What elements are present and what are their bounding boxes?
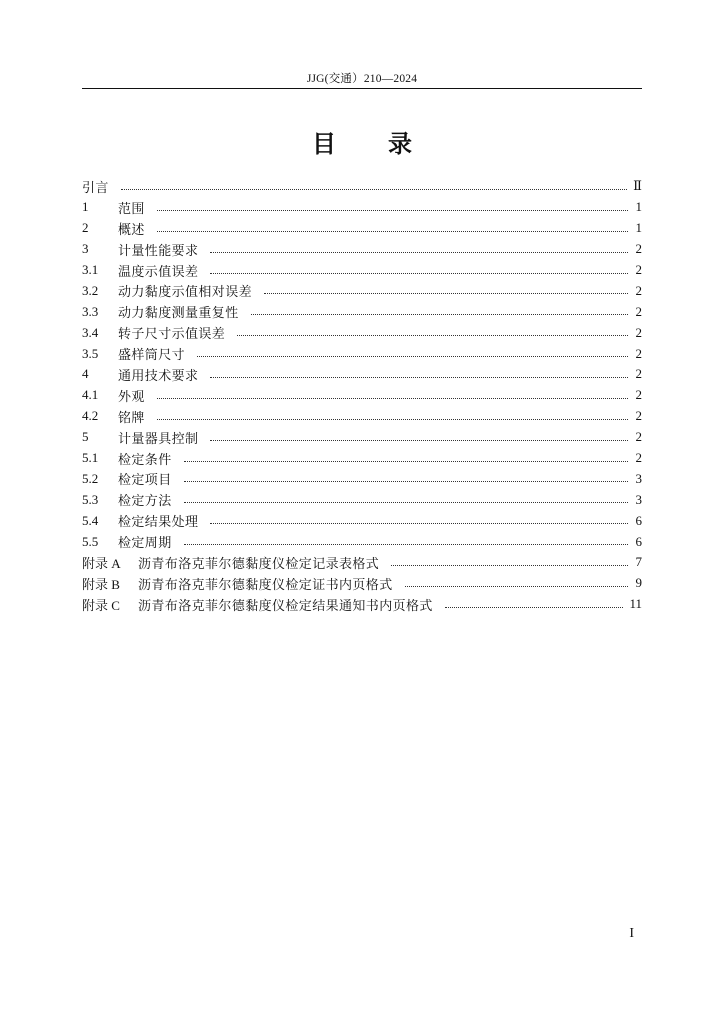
toc-entry-number: 附录 C	[82, 597, 120, 613]
toc-entry-label: 检定方法	[118, 494, 172, 510]
dot-leader	[157, 419, 628, 420]
toc-entry-5[interactable]	[82, 427, 642, 448]
toc-entry-4[interactable]	[82, 364, 642, 385]
toc-entry-page: 11	[629, 596, 642, 612]
dot-leader	[157, 210, 628, 211]
toc-entry-page: 3	[635, 491, 642, 507]
toc-entry-number: 5.5	[82, 533, 99, 549]
toc-entry-label: 引言	[82, 180, 109, 196]
toc-entry-label: 温度示值误差	[118, 264, 199, 280]
toc-entry-number: 附录 B	[82, 576, 120, 592]
dot-leader	[157, 231, 628, 232]
toc-entry-page: 2	[635, 262, 642, 277]
toc-entry-label: 外观	[118, 389, 145, 405]
toc-entry-5-3[interactable]	[82, 489, 642, 510]
toc-entry-number: 5	[82, 429, 89, 445]
dot-leader	[210, 440, 628, 441]
toc-entry-1[interactable]	[82, 197, 642, 218]
toc-entry-label: 盛样筒尺寸	[118, 348, 186, 364]
toc-entry-number: 5.4	[82, 512, 99, 528]
toc-entry-number: 3.4	[82, 324, 99, 340]
toc-entry-3-1[interactable]	[82, 260, 642, 281]
document-header-code: JJG(交通）210—2024	[306, 73, 418, 85]
toc-entry-5-4[interactable]	[82, 510, 642, 531]
toc-entry-2[interactable]	[82, 218, 642, 239]
toc-entry-5-1[interactable]	[82, 448, 642, 469]
toc-entry-appendix-b[interactable]	[82, 573, 642, 594]
dot-leader	[445, 607, 624, 608]
toc-entry-label: 检定条件	[118, 452, 172, 468]
toc-entry-foreword[interactable]	[82, 176, 642, 197]
toc-entry-appendix-a[interactable]	[82, 552, 642, 573]
toc-entry-number: 5.2	[82, 470, 99, 486]
toc-entry-label: 计量性能要求	[118, 243, 199, 259]
toc-entry-page: 3	[635, 470, 642, 486]
toc-entry-number: 4	[82, 366, 89, 382]
toc-entry-page: 9	[635, 575, 642, 591]
toc-entry-page: 6	[635, 533, 642, 549]
dot-leader	[210, 377, 628, 378]
toc-entry-4-1[interactable]	[82, 385, 642, 406]
toc-entry-page: 2	[635, 282, 642, 298]
toc-entry-5-2[interactable]	[82, 468, 642, 489]
dot-leader	[391, 565, 628, 566]
toc-entry-number: 3	[82, 241, 89, 257]
toc-entry-number: 5.1	[82, 450, 99, 466]
toc-entry-page: 2	[635, 450, 642, 466]
toc-entry-label: 转子尺寸示值误差	[118, 327, 226, 343]
table-of-contents	[82, 176, 642, 615]
toc-entry-3-3[interactable]	[82, 301, 642, 322]
dot-leader	[197, 356, 628, 357]
toc-entry-label: 动力黏度示值相对误差	[118, 285, 253, 301]
toc-title: 目录	[312, 129, 464, 158]
toc-entry-5-5[interactable]	[82, 531, 642, 552]
toc-entry-appendix-c[interactable]	[82, 594, 642, 615]
dot-leader	[237, 335, 628, 336]
toc-entry-page: 7	[635, 554, 642, 570]
toc-entry-3-5[interactable]	[82, 343, 642, 364]
toc-entry-label: 范围	[118, 201, 145, 217]
toc-entry-label: 计量器具控制	[118, 431, 199, 447]
toc-entry-page: 2	[635, 345, 642, 361]
dot-leader	[405, 586, 628, 587]
header-rule	[82, 88, 642, 89]
toc-entry-page: Ⅱ	[633, 178, 642, 194]
toc-entry-page: 1	[635, 220, 642, 236]
dot-leader	[210, 273, 628, 274]
dot-leader	[210, 523, 628, 524]
toc-entry-number: 3.2	[82, 282, 99, 298]
dot-leader	[184, 502, 628, 503]
toc-entry-page: 2	[635, 408, 642, 424]
toc-entry-4-2[interactable]	[82, 406, 642, 427]
dot-leader	[184, 461, 628, 462]
dot-leader	[184, 544, 628, 545]
toc-entry-page: 2	[635, 303, 642, 319]
toc-entry-page: 2	[635, 429, 642, 445]
dot-leader	[210, 252, 628, 253]
dot-leader	[251, 314, 628, 315]
toc-entry-number: 4.1	[82, 387, 99, 403]
toc-entry-number: 2	[82, 220, 89, 236]
toc-entry-3[interactable]	[82, 239, 642, 260]
toc-entry-label: 沥青布洛克菲尔德黏度仪检定记录表格式	[138, 556, 380, 572]
toc-entry-page: 2	[635, 366, 642, 382]
dot-leader	[157, 398, 628, 399]
toc-entry-3-4[interactable]	[82, 322, 642, 343]
toc-entry-number: 附录 A	[82, 555, 121, 571]
toc-entry-page: 2	[635, 324, 642, 340]
toc-entry-3-2[interactable]	[82, 280, 642, 301]
toc-entry-label: 铭牌	[118, 410, 145, 426]
toc-entry-label: 检定结果处理	[118, 515, 199, 531]
toc-entry-number: 4.2	[82, 408, 99, 424]
toc-entry-page: 6	[635, 512, 642, 528]
toc-entry-label: 沥青布洛克菲尔德黏度仪检定结果通知书内页格式	[138, 598, 433, 614]
toc-entry-number: 3.5	[82, 345, 99, 361]
toc-entry-label: 概述	[118, 222, 145, 238]
toc-entry-label: 检定周期	[118, 536, 172, 552]
toc-entry-label: 动力黏度测量重复性	[118, 306, 239, 322]
toc-entry-number: 3.1	[82, 262, 99, 277]
page-number: I	[629, 926, 634, 941]
toc-entry-number: 5.3	[82, 491, 99, 507]
toc-entry-page: 1	[635, 199, 642, 215]
toc-entry-label: 检定项目	[118, 473, 172, 489]
dot-leader	[264, 293, 628, 294]
dot-leader	[184, 481, 628, 482]
toc-entry-number: 1	[82, 199, 89, 215]
toc-entry-label: 通用技术要求	[118, 368, 199, 384]
dot-leader	[121, 189, 627, 190]
toc-entry-page: 2	[635, 241, 642, 257]
toc-entry-number: 3.3	[82, 303, 99, 319]
toc-entry-page: 2	[635, 387, 642, 403]
toc-entry-label: 沥青布洛克菲尔德黏度仪检定证书内页格式	[138, 577, 393, 593]
